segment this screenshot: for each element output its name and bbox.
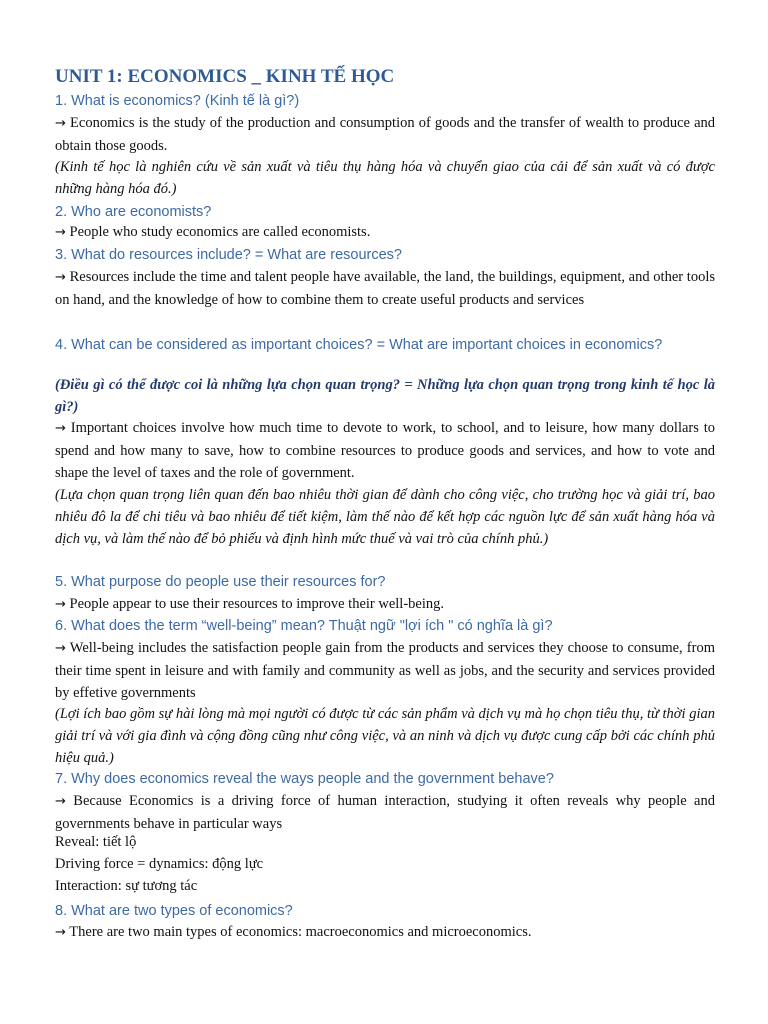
question-6: 6. What does the term “well-being” mean? Thuật ngữ "lợi ích " có nghĩa là gì?	[55, 618, 553, 634]
question-4-vietnamese: (Điều gì có thể được coi là những lựa chọn quan trọng? = Những lựa chọn quan trọng trong kinh tế học là gì?)	[55, 377, 715, 415]
arrow-icon: →	[55, 597, 66, 612]
question-2: 2. Who are economists?	[55, 204, 212, 220]
vocab-interaction: Interaction: sự tương tác	[55, 878, 198, 894]
answer-6	[55, 637, 715, 704]
answer-5-text: People appear to use their resources to improve their well-being.	[69, 596, 444, 612]
answer-8-text: There are two main types of economics: macroeconomics and microeconomics.	[69, 924, 532, 940]
answer-6-vietnamese: (Lợi ích bao gồm sự hài lòng mà mọi người có được từ các sản phẩm và dịch vụ mà họ chọn tiêu thụ, từ thời gian giải trí và với gia đình và cộng đồng cũng như công việc, và an ninh và dịch vụ được cung cấp bởi các chính phủ hiệu quả.)	[55, 706, 715, 766]
question-1: 1. What is economics? (Kinh tế là gì?)	[55, 93, 300, 109]
answer-4-vietnamese: (Lựa chọn quan trọng liên quan đến bao nhiêu thời gian để dành cho công việc, cho trường học và giải trí, bao nhiêu đô la để chi tiêu và bao nhiêu để tiết kiệm, làm thế nào để kết hợp các nguồn lực để sản xuất hàng hóa và dịch vụ, và làm thế nào để bỏ phiếu và định hình mức thuế và vai trò của chính phủ.)	[55, 487, 715, 547]
arrow-icon: →	[55, 794, 66, 809]
question-3: 3. What do resources include? = What are resources?	[55, 247, 402, 263]
question-4: 4. What can be considered as important choices? = What are important choices in economics?	[55, 337, 663, 353]
answer-2-text: People who study economics are called economists.	[69, 224, 371, 240]
vocab-reveal: Reveal: tiết lộ	[55, 834, 137, 850]
answer-3	[55, 266, 715, 311]
arrow-icon: →	[55, 116, 66, 131]
answer-7-text: Because Economics is a driving force of human interaction, studying it often reveals why people and governments behave in particular ways	[55, 793, 715, 832]
answer-2	[55, 221, 370, 244]
arrow-icon: →	[55, 270, 66, 285]
arrow-icon: →	[55, 225, 66, 240]
answer-4-text: Important choices involve how much time to devote to work, to school, and to leisure, how many dollars to spend and how many to save, how to combine resources to produce goods and services, and how to vote and shape the level of taxes and the role of government.	[55, 420, 716, 481]
page-title: UNIT 1: ECONOMICS _ KINH TẾ HỌC	[55, 66, 395, 87]
answer-6-text: Well-being includes the satisfaction people gain from the products and services they choose to consume, from their time spent in leisure and with family and community as well as jobs, and the security and services provided by effetive governments	[55, 640, 715, 701]
vocab-driving-force: Driving force = dynamics: động lực	[55, 856, 264, 872]
arrow-icon: →	[55, 925, 66, 940]
answer-1-text: Economics is the study of the production and consumption of goods and the transfer of wealth to produce and obtain those goods.	[55, 115, 716, 154]
answer-7	[55, 790, 715, 835]
answer-1-vietnamese: (Kinh tế học là nghiên cứu về sản xuất và tiêu thụ hàng hóa và chuyển giao của cải để sản xuất và có được những hàng hóa đó.)	[55, 159, 715, 197]
answer-4	[55, 417, 715, 484]
answer-1	[55, 112, 715, 157]
answer-8	[55, 921, 532, 944]
arrow-icon: →	[55, 421, 66, 436]
question-7: 7. Why does economics reveal the ways people and the government behave?	[55, 771, 554, 787]
question-5: 5. What purpose do people use their resources for?	[55, 574, 386, 590]
answer-3-text: Resources include the time and talent people have available, the land, the buildings, equipment, and other tools on hand, and the knowledge of how to combine them to create useful products and services	[55, 269, 716, 308]
arrow-icon: →	[55, 641, 66, 656]
answer-5	[55, 593, 444, 616]
question-8: 8. What are two types of economics?	[55, 903, 293, 919]
